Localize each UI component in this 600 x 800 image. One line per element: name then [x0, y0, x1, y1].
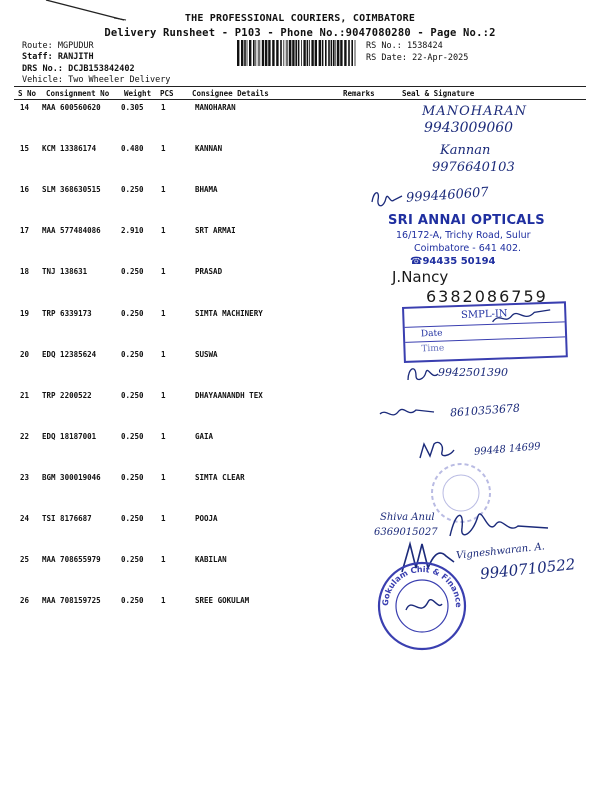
col-header-signature: Seal & Signature: [402, 89, 475, 98]
route-value: MGPUDUR: [57, 41, 94, 51]
rs-date-line: RS Date: 22-Apr-2025: [366, 53, 469, 63]
sig-r20-phone: 9942501390: [438, 366, 508, 379]
cell-weight: 0.250: [121, 391, 144, 400]
barcode-bar: [295, 40, 297, 66]
smpl-stamp: [402, 301, 568, 363]
optical-stamp-name: SRI ANNAI OPTICALS: [388, 213, 545, 228]
cell-consignee: SIMTA MACHINERY: [195, 309, 263, 318]
cell-weight: 0.250: [121, 309, 144, 318]
barcode-bar: [286, 40, 287, 66]
drs-value: DCJB153842402: [68, 64, 135, 74]
barcode-bar: [258, 40, 259, 66]
cell-consignment: EDQ 18187001: [42, 432, 97, 441]
cell-weight: 0.250: [121, 185, 144, 194]
round-company-seal: [376, 560, 468, 652]
barcode-bar: [307, 40, 309, 66]
barcode-bar: [289, 40, 291, 66]
cell-consignee: PRASAD: [195, 267, 223, 276]
smpl-stamp-scribble: [490, 306, 555, 328]
cell-pcs: 1: [161, 432, 166, 441]
sig-r16-scribble: [368, 188, 408, 212]
runsheet-title: Delivery Runsheet - P103 - Phone No.:9047080280 - Page No.:2: [104, 27, 496, 39]
cell-pcs: 1: [161, 185, 166, 194]
sig-r22-phone: 99448 14699: [473, 441, 542, 458]
cell-weight: 0.250: [121, 473, 144, 482]
barcode-bar: [340, 40, 342, 66]
cell-weight: 0.480: [121, 144, 144, 153]
barcode-bar: [301, 40, 302, 66]
smpl-stamp-date: Date: [420, 328, 443, 340]
cell-consignee: POOJA: [195, 514, 218, 523]
header-rule-bottom: [14, 99, 586, 100]
barcode-bar: [283, 40, 284, 66]
cell-consignment: SLM 368630515: [42, 185, 101, 194]
barcode-bar: [331, 40, 333, 66]
cell-consignment: TSI 8176687: [42, 514, 92, 523]
cell-sno: 25: [20, 555, 30, 564]
sig-r25-name: Vigneshwaran. A.: [455, 541, 546, 562]
cell-sno: 21: [20, 391, 30, 400]
cell-consignee: MANOHARAN: [195, 103, 236, 112]
barcode-bar: [287, 40, 288, 66]
cell-consignee: KANNAN: [195, 144, 223, 153]
cell-consignment: TNJ 138631: [42, 267, 88, 276]
cell-sno: 19: [20, 309, 30, 318]
sig-r21-phone: 8610353678: [449, 401, 521, 420]
cell-consignment: EDQ 12385624: [42, 350, 97, 359]
cell-weight: 2.910: [121, 226, 144, 235]
barcode: [236, 40, 358, 66]
barcode-bar: [253, 40, 255, 66]
barcode-bar: [348, 40, 350, 66]
sig-r25-phone: 9940710522: [479, 555, 577, 583]
cell-sno: 16: [20, 185, 30, 194]
sig-r14-phone: 9943009060: [424, 120, 514, 136]
cell-consignee: SUSWA: [195, 350, 218, 359]
cell-sno: 20: [20, 350, 30, 359]
cell-consignment: MAA 577484086: [42, 226, 101, 235]
col-header-remarks: Remarks: [343, 89, 375, 98]
staff-line: Staff: RANJITH: [22, 52, 94, 62]
cell-sno: 17: [20, 226, 30, 235]
cell-weight: 0.250: [121, 432, 144, 441]
cell-sno: 24: [20, 514, 30, 523]
barcode-bar: [322, 40, 324, 66]
cell-weight: 0.250: [121, 350, 144, 359]
cell-sno: 14: [20, 103, 30, 112]
barcode-bar: [249, 40, 251, 66]
barcode-bar: [351, 40, 353, 66]
cell-weight: 0.250: [121, 514, 144, 523]
cell-weight: 0.250: [121, 267, 144, 276]
cell-sno: 26: [20, 596, 30, 605]
barcode-bar: [303, 40, 305, 66]
cell-pcs: 1: [161, 473, 166, 482]
cell-consignment: TRP 6339173: [42, 309, 92, 318]
barcode-bar: [259, 40, 260, 66]
route-line: Route: MGPUDUR: [22, 41, 94, 51]
vehicle-value: Two Wheeler Delivery: [68, 75, 171, 85]
barcode-bar: [311, 40, 313, 66]
col-header-consignee: Consignee Details: [192, 89, 269, 98]
cell-consignee: GAIA: [195, 432, 214, 441]
cell-consignee: SREE GOKULAM: [195, 596, 250, 605]
sig-r18-phone: 6382086759: [426, 287, 548, 306]
barcode-bar: [298, 40, 300, 66]
rs-date-value: 22-Apr-2025: [412, 53, 469, 63]
cell-consignee: KABILAN: [195, 555, 227, 564]
cell-sno: 23: [20, 473, 30, 482]
rs-no-line: RS No.: 1538424: [366, 41, 443, 51]
sig-r14-name: MANOHARAN: [422, 104, 528, 119]
barcode-bar: [247, 40, 248, 66]
sig-r24-name: Shiva Anul: [380, 512, 435, 523]
barcode-bar: [335, 40, 336, 66]
vehicle-line: Vehicle: Two Wheeler Delivery: [22, 75, 171, 85]
cell-consignment: MAA 600560620: [42, 103, 101, 112]
cell-pcs: 1: [161, 391, 166, 400]
barcode-bar: [325, 40, 327, 66]
smpl-stamp-time: Time: [421, 343, 445, 355]
cell-pcs: 1: [161, 144, 166, 153]
rs-no-value: 1538424: [406, 41, 443, 51]
barcode-bar: [280, 40, 282, 66]
barcode-bar: [255, 40, 256, 66]
cell-sno: 22: [20, 432, 30, 441]
company-title: THE PROFESSIONAL COURIERS, COIMBATORE: [184, 13, 416, 24]
cell-consignment: KCM 13386174: [42, 144, 97, 153]
optical-stamp-city: Coimbatore - 641 402.: [414, 243, 522, 254]
sig-r24-scribble: [444, 506, 554, 546]
sig-r22-scribble: [418, 438, 458, 462]
cell-pcs: 1: [161, 267, 166, 276]
barcode-bar: [309, 40, 310, 66]
cell-sno: 18: [20, 267, 30, 276]
barcode-bar: [244, 40, 246, 66]
barcode-bar: [265, 40, 267, 66]
col-header-sno: S No: [18, 89, 37, 98]
cell-consignment: BGM 300019046: [42, 473, 101, 482]
barcode-bar: [237, 40, 239, 66]
seal-ring-text: Gokulam Chit & Finance: [380, 564, 464, 608]
cell-pcs: 1: [161, 350, 166, 359]
cell-consignment: MAA 708159725: [42, 596, 101, 605]
cell-pcs: 1: [161, 226, 166, 235]
cell-weight: 0.250: [121, 555, 144, 564]
barcode-bar: [319, 40, 321, 66]
header-rule-top: [14, 86, 586, 87]
barcode-bar: [241, 40, 243, 66]
barcode-bar: [337, 40, 339, 66]
barcode-bar: [262, 40, 264, 66]
cell-consignee: BHAMA: [195, 185, 218, 194]
barcode-bar: [355, 40, 356, 66]
drs-line: DRS No.: DCJB153842402: [22, 64, 135, 74]
sig-r24-phone: 6369015027: [374, 527, 438, 538]
sig-r16-phone: 9994460607: [405, 185, 490, 206]
col-header-consignment: Consignment No: [46, 89, 110, 98]
barcode-bar: [344, 40, 346, 66]
cell-consignee: DHAYAANANDH TEX: [195, 391, 263, 400]
sig-r15-phone: 9976640103: [432, 160, 515, 175]
staff-value: RANJITH: [57, 52, 94, 62]
cell-pcs: 1: [161, 309, 166, 318]
cell-consignee: SIMTA CLEAR: [195, 473, 245, 482]
optical-stamp-phone: ☎94435 50194: [410, 256, 496, 267]
cell-consignment: MAA 708655979: [42, 555, 101, 564]
cell-pcs: 1: [161, 596, 166, 605]
cell-consignee: SRT ARMAI: [195, 226, 236, 235]
col-header-pcs: PCS: [160, 89, 174, 98]
cell-weight: 0.250: [121, 596, 144, 605]
barcode-bar: [292, 40, 294, 66]
cell-weight: 0.305: [121, 103, 144, 112]
barcode-bar: [268, 40, 270, 66]
cell-pcs: 1: [161, 103, 166, 112]
cell-pcs: 1: [161, 514, 166, 523]
cell-pcs: 1: [161, 555, 166, 564]
barcode-bar: [276, 40, 278, 66]
cell-sno: 15: [20, 144, 30, 153]
barcode-bar: [333, 40, 335, 66]
cell-consignment: TRP 2200522: [42, 391, 92, 400]
smpl-stamp-title: SMPL-IN: [460, 308, 508, 321]
sig-r21-scribble: [378, 400, 438, 424]
barcode-bar: [328, 40, 330, 66]
barcode-bar: [315, 40, 317, 66]
barcode-bar: [272, 40, 274, 66]
optical-stamp-address: 16/172-A, Trichy Road, Sulur: [396, 230, 531, 241]
sig-r15-name: Kannan: [440, 143, 491, 158]
sig-r18-name: J.Nancy: [392, 268, 449, 286]
col-header-weight: Weight: [124, 89, 152, 98]
